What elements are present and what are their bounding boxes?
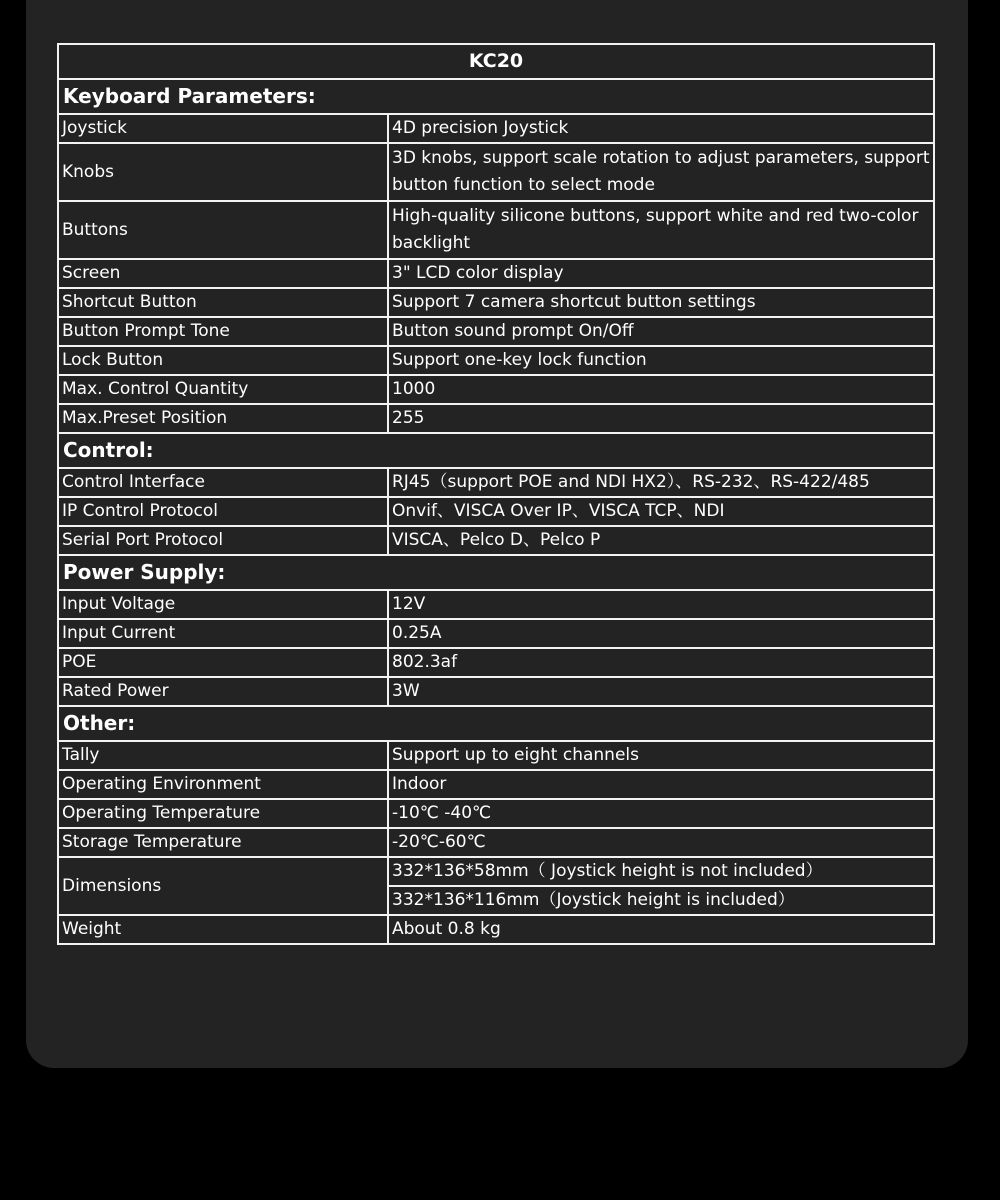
spec-value: 3" LCD color display bbox=[388, 259, 934, 288]
spec-label: POE bbox=[58, 648, 388, 677]
table-row bbox=[58, 799, 934, 828]
spec-label: Joystick bbox=[58, 114, 388, 143]
spec-value: 332*136*116mm（Joystick height is included） bbox=[388, 886, 934, 915]
spec-label: Button Prompt Tone bbox=[58, 317, 388, 346]
spec-label: Storage Temperature bbox=[58, 828, 388, 857]
spec-value: About 0.8 kg bbox=[388, 915, 934, 944]
section-heading-control: Control: bbox=[58, 433, 934, 468]
table-row bbox=[58, 857, 934, 886]
table-row bbox=[58, 259, 934, 288]
table-row bbox=[58, 468, 934, 497]
spec-label-dimensions: Dimensions bbox=[58, 857, 388, 915]
table-row bbox=[58, 317, 934, 346]
section-heading-keyboard: Keyboard Parameters: bbox=[58, 79, 934, 114]
spec-value: 255 bbox=[388, 404, 934, 433]
table-row bbox=[58, 526, 934, 555]
spec-label: Shortcut Button bbox=[58, 288, 388, 317]
spec-value: 1000 bbox=[388, 375, 934, 404]
section-heading-power: Power Supply: bbox=[58, 555, 934, 590]
table-row bbox=[58, 915, 934, 944]
spec-label: Lock Button bbox=[58, 346, 388, 375]
table-row bbox=[58, 590, 934, 619]
spec-value: Support up to eight channels bbox=[388, 741, 934, 770]
table-row bbox=[58, 288, 934, 317]
table-row bbox=[58, 648, 934, 677]
spec-table bbox=[57, 43, 935, 945]
spec-value: 3W bbox=[388, 677, 934, 706]
spec-label: Buttons bbox=[58, 201, 388, 259]
spec-label: Input Current bbox=[58, 619, 388, 648]
spec-value: 12V bbox=[388, 590, 934, 619]
spec-value: 0.25A bbox=[388, 619, 934, 648]
table-row bbox=[58, 143, 934, 201]
spec-value: Indoor bbox=[388, 770, 934, 799]
spec-label: Weight bbox=[58, 915, 388, 944]
spec-label: Knobs bbox=[58, 143, 388, 201]
spec-label: Max. Control Quantity bbox=[58, 375, 388, 404]
spec-value: VISCA、Pelco D、Pelco P bbox=[388, 526, 934, 555]
section-heading-other: Other: bbox=[58, 706, 934, 741]
table-row bbox=[58, 619, 934, 648]
spec-value: High-quality silicone buttons, support white and red two-color backlight bbox=[388, 201, 934, 259]
table-row bbox=[58, 770, 934, 799]
product-title: KC20 bbox=[58, 44, 934, 79]
spec-label: Rated Power bbox=[58, 677, 388, 706]
spec-label: IP Control Protocol bbox=[58, 497, 388, 526]
spec-value: -10℃ -40℃ bbox=[388, 799, 934, 828]
table-row bbox=[58, 201, 934, 259]
table-row bbox=[58, 346, 934, 375]
spec-value: Support 7 camera shortcut button settings bbox=[388, 288, 934, 317]
spec-value: Onvif、VISCA Over IP、VISCA TCP、NDI bbox=[388, 497, 934, 526]
spec-label: Control Interface bbox=[58, 468, 388, 497]
table-row bbox=[58, 375, 934, 404]
spec-value: 3D knobs, support scale rotation to adjust parameters, support button function to select mode bbox=[388, 143, 934, 201]
spec-label: Input Voltage bbox=[58, 590, 388, 619]
spec-label: Serial Port Protocol bbox=[58, 526, 388, 555]
spec-label: Tally bbox=[58, 741, 388, 770]
spec-value: 4D precision Joystick bbox=[388, 114, 934, 143]
spec-label: Max.Preset Position bbox=[58, 404, 388, 433]
table-row bbox=[58, 677, 934, 706]
table-row bbox=[58, 114, 934, 143]
spec-value: Support one-key lock function bbox=[388, 346, 934, 375]
table-row bbox=[58, 828, 934, 857]
spec-value: RJ45（support POE and NDI HX2）、RS-232、RS-422/485 bbox=[388, 468, 934, 497]
spec-value: 802.3af bbox=[388, 648, 934, 677]
spec-label: Operating Temperature bbox=[58, 799, 388, 828]
spec-value: 332*136*58mm（ Joystick height is not included） bbox=[388, 857, 934, 886]
spec-label: Operating Environment bbox=[58, 770, 388, 799]
spec-value: -20℃-60℃ bbox=[388, 828, 934, 857]
table-row bbox=[58, 497, 934, 526]
table-row bbox=[58, 404, 934, 433]
spec-label: Screen bbox=[58, 259, 388, 288]
table-row bbox=[58, 741, 934, 770]
spec-value: Button sound prompt On/Off bbox=[388, 317, 934, 346]
